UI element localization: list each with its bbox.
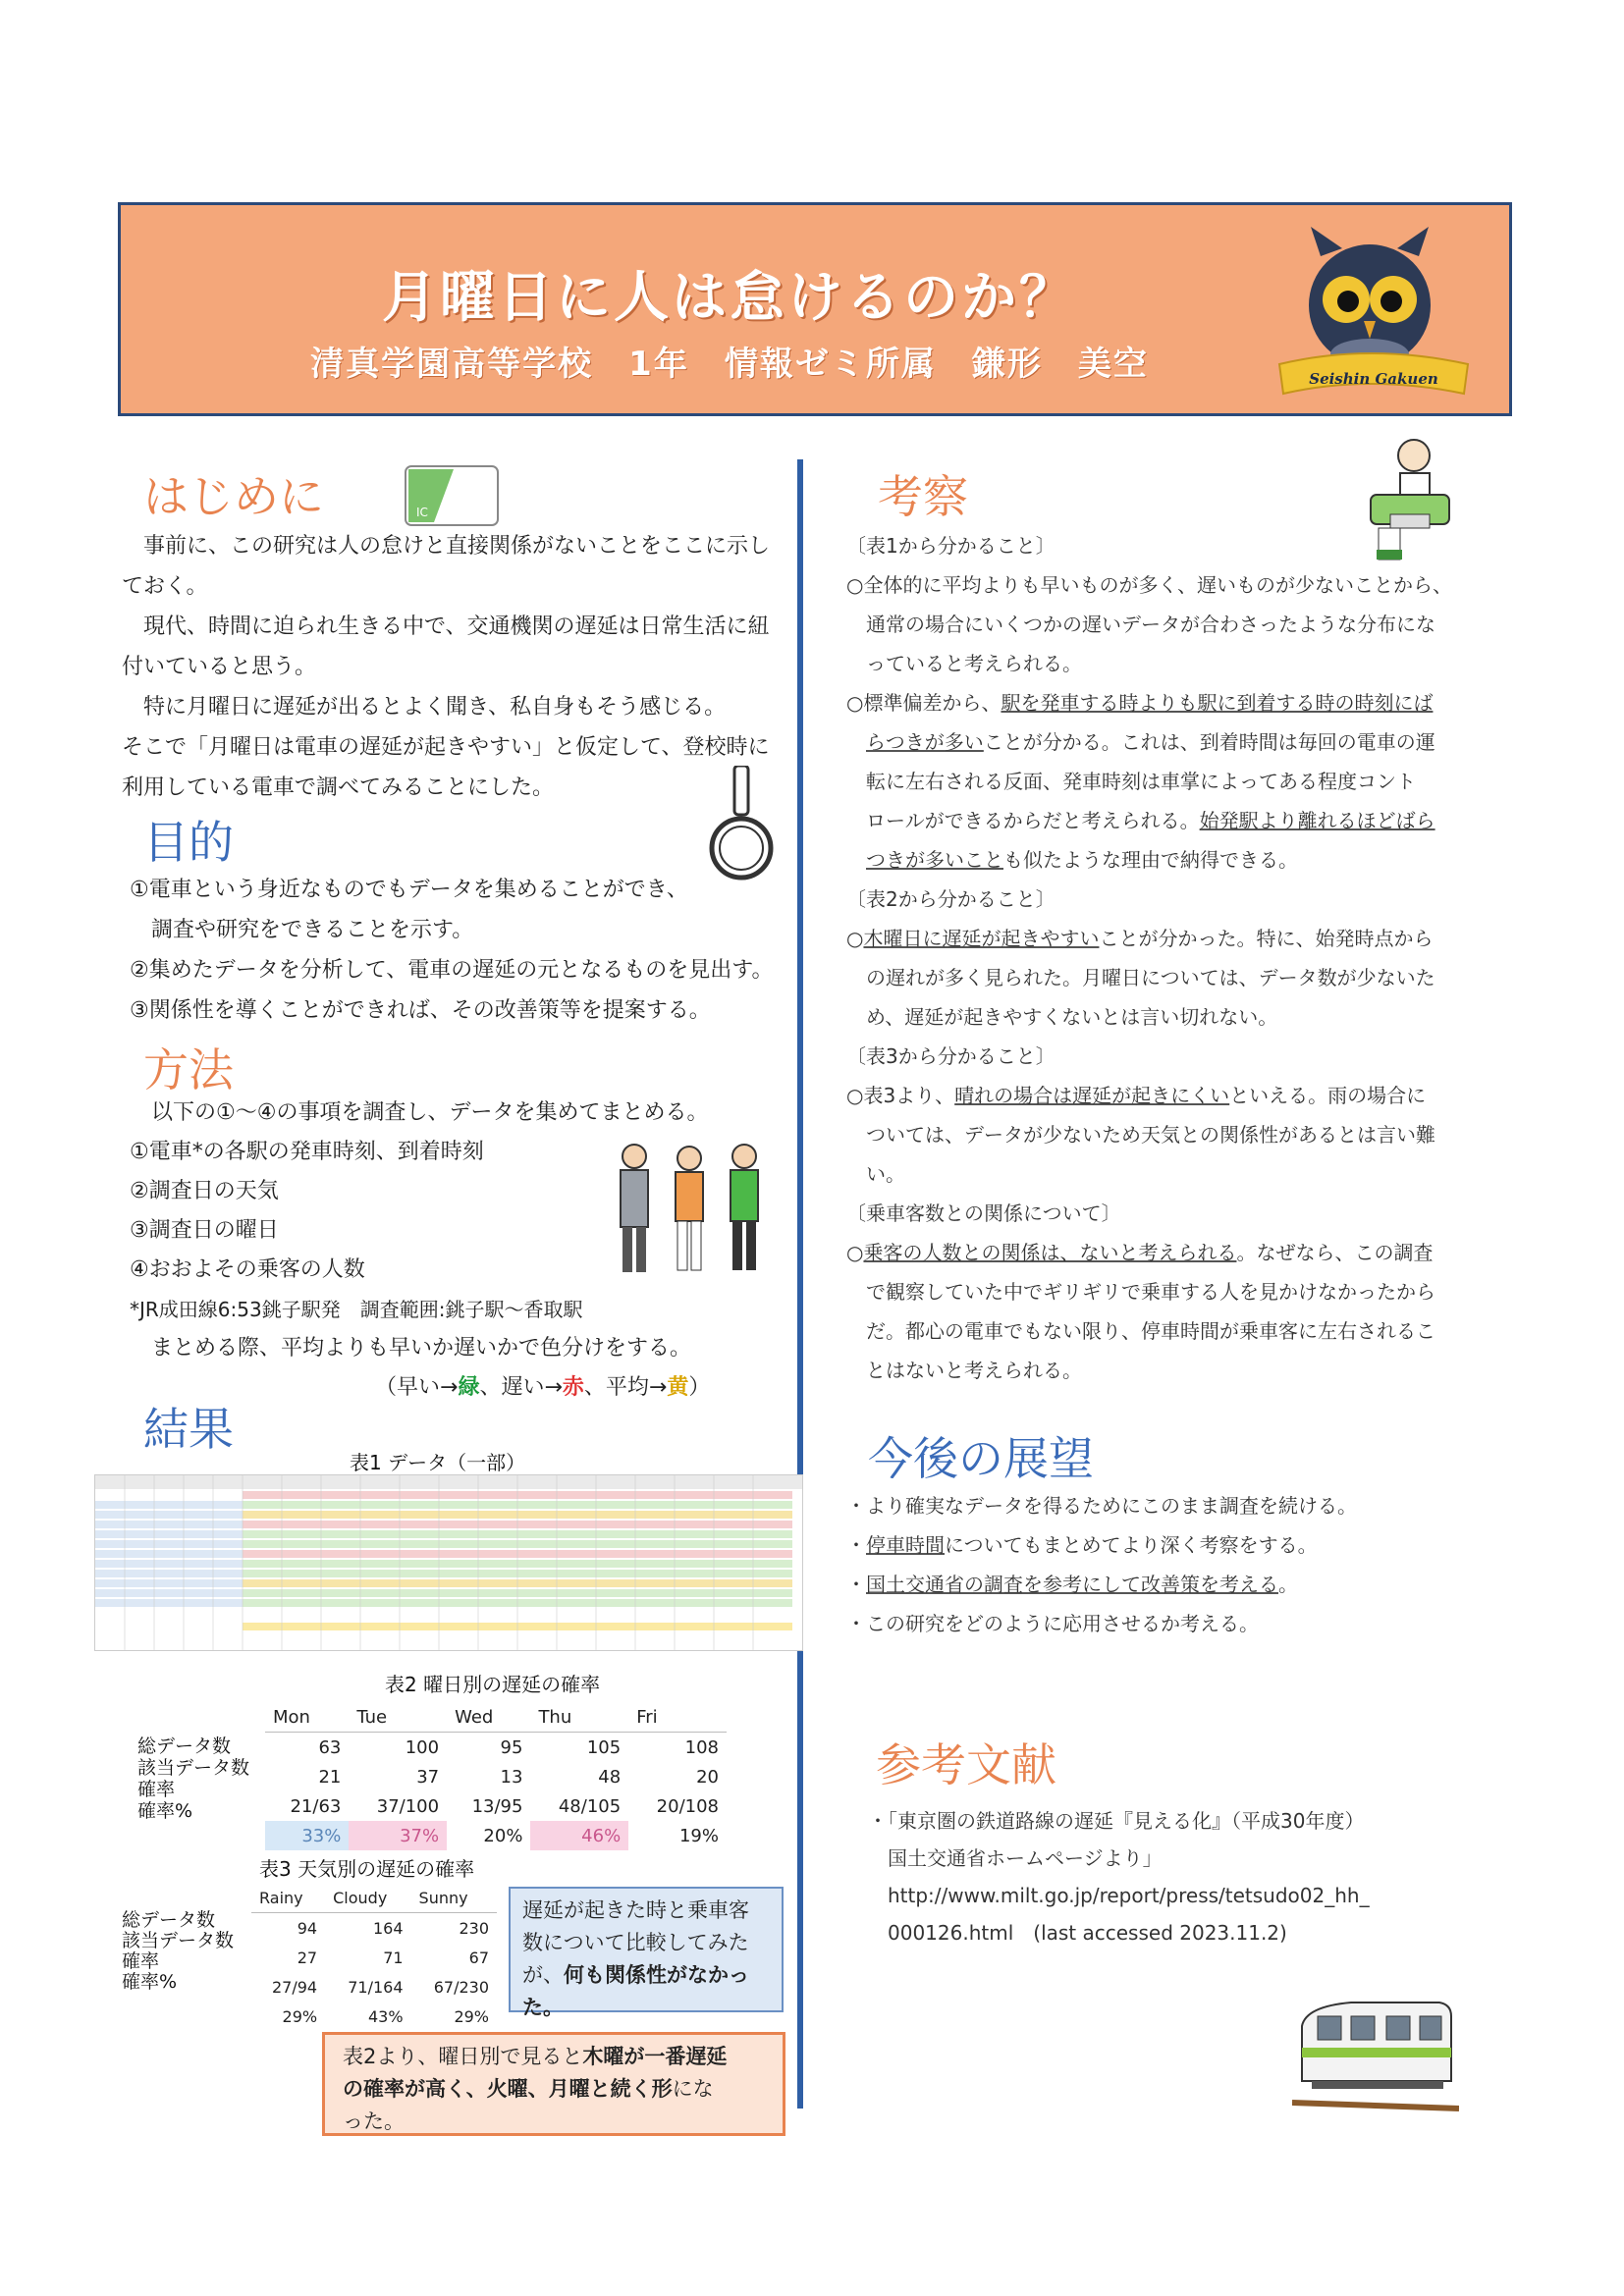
day-header: Thu	[538, 1706, 572, 1728]
table1-caption: 表1 データ（一部）	[350, 1451, 526, 1474]
method-line: *JR成田線6:53銚子駅発 調査範囲:銚子駅～香取駅	[130, 1298, 583, 1321]
poster-title: 月曜日に人は怠けるのか？	[382, 266, 1077, 330]
list-item: ・停車時間についてもまとめてより深く考察をする。	[846, 1533, 1318, 1557]
table1-data-screenshot	[94, 1474, 803, 1651]
method-line: まとめる際、平均よりも早いか遅いかで色分けをする。	[130, 1336, 692, 1361]
intro-line: そこで「月曜日は電車の遅延が起きやすい」と仮定して、登校時に	[122, 735, 770, 760]
intro-text	[122, 526, 789, 808]
purpose-line: 調査や研究をできることを示す。	[130, 918, 474, 942]
table3-row-labels	[122, 1910, 234, 1993]
intro-line: ておく。	[122, 574, 208, 599]
method-line: ①電車*の各駅の発車時刻、到着時刻	[130, 1140, 484, 1164]
column-divider	[797, 459, 803, 2109]
row-label: 総データ数	[122, 1909, 216, 1931]
list-item: ・国土交通省の調査を参考にして改善策を考える。	[846, 1573, 1298, 1596]
weather-header: Sunny	[418, 1888, 468, 1907]
school-logo-owl-icon	[1272, 227, 1478, 403]
section-label: 〔表2から分かること〕	[846, 887, 1056, 911]
table3-weather-delay: Rainy Cloudy Sunny 94 164 230 27 71 67 27/94 71/164 67/230 29% 43% 29%	[251, 1883, 497, 2031]
passenger-note-box: 遅延が起きた時と乗車客 数について比較してみた が、何も関係性がなかっ た。	[509, 1887, 784, 2012]
method-line: ③調査日の曜日	[130, 1218, 279, 1243]
results-heading: 結果	[143, 1403, 234, 1456]
method-line: 以下の①～④の事項を調査し、データを集めてまとめる。	[130, 1100, 709, 1125]
row-label: 確率	[122, 1950, 160, 1972]
day-header: Mon	[273, 1706, 310, 1728]
intro-line: 現代、時間に迫られ生きる中で、交通機関の遅延は日常生活に紐	[122, 614, 770, 639]
row-label: 確率%	[137, 1800, 193, 1822]
purpose-line: ③関係性を導くことができれば、その改善策等を提案する。	[130, 998, 711, 1023]
row-label: 確率	[137, 1779, 176, 1800]
section-label: 〔表3から分かること〕	[846, 1044, 1056, 1068]
weather-header: Cloudy	[333, 1888, 388, 1907]
purpose-text	[130, 870, 797, 1031]
table2-row-labels	[137, 1735, 249, 1822]
day-header: Fri	[636, 1706, 658, 1728]
section-label: 〔乗車客数との関係について〕	[846, 1201, 1121, 1225]
purpose-line: ①電車という身近なものでもデータを集めることができ、	[130, 878, 688, 902]
list-item: ・この研究をどのように応用させるか考える。	[846, 1612, 1259, 1635]
intro-line: 利用している電車で調べてみることにした。	[122, 775, 555, 800]
intro-heading: はじめに	[143, 470, 324, 523]
method-line: ②調査日の天気	[130, 1179, 279, 1203]
discussion-text: 〔表1から分かること〕 ○全体的に平均よりも早いものが多く、遅いものが少ないことから、 通常の場合にいくつかの遅いデータが合わさったような分布にな っていると考えられる。 ○標準偏差から、駅を発車する時よりも駅に到着する時の時刻にば らつきが多いことが分かる。これは、到着時間は毎回の電車の運 転に左右される反面、発車時刻は車掌によってある程度コント ロールができるからだと考えられる。始発駅より離れるほどばら つきが多いことも似たような理由で納得できる。 〔表2から分かること〕 ○木曜日に遅延が起きやすいことが分かった。特に、始発時点から の遅れが多く見られた。月曜日については、データ数が少ないた め、遅延が起きやすくないとは言い切れない。 〔表3から分かること〕 ○表3より、晴れの場合は遅延が起きにくいといえる。雨の場合に ついては、データが少ないため天気との関係性があるとは言い難 い。 〔乗車客数との関係について〕 ○乗客の人数との関係は、ないと考えられる。なぜなら、この調査 で観察していた中でギリギリで乗車する人を見かけなかったから だ。都心の電車でもない限り、停車時間が乗車客に左右されるこ とはないと考えられる。	[846, 526, 1514, 1390]
logo-text: Seishin Gakuen	[1309, 370, 1438, 388]
svg-text:IC: IC	[416, 506, 428, 519]
poster-author: 清真学園高等学校 1年 情報ゼミ所属 鎌形 美空	[310, 345, 1149, 384]
hand-strap-icon	[707, 766, 776, 883]
future-list	[846, 1486, 1514, 1643]
list-item: ・より確実なデータを得るためにこのまま調査を続ける。	[846, 1494, 1357, 1518]
section-label: 〔表1から分かること〕	[846, 534, 1056, 558]
row-label: 総データ数	[137, 1735, 232, 1757]
row-label: 該当データ数	[137, 1757, 250, 1779]
intro-line: 付いていると思う。	[122, 655, 317, 679]
references-heading: 参考文献	[876, 1738, 1056, 1791]
row-label: 確率%	[122, 1971, 178, 1993]
row-label: 該当データ数	[122, 1930, 235, 1951]
color-legend: （早い→緑、遅い→赤、平均→黄）	[375, 1375, 711, 1400]
table2-weekday-delay: Mon Tue Wed Thu Fri 63 100 95 105 108 21 37 13 48 20 21/63 37/100 13/95 48/105 20/108 33% 37% 20% 46% 19%	[265, 1702, 727, 1850]
table2-caption: 表2 曜日別の遅延の確率	[385, 1673, 601, 1696]
future-heading: 今後の展望	[868, 1432, 1094, 1485]
poster-header	[118, 202, 1512, 416]
discussion-heading: 考察	[878, 470, 968, 523]
table3-caption: 表3 天気別の遅延の確率	[259, 1857, 475, 1881]
method-line: ④おおよその乗客の人数	[130, 1257, 365, 1282]
day-header: Tue	[356, 1706, 388, 1728]
weather-header: Rainy	[259, 1888, 303, 1907]
intro-line: 事前に、この研究は人の怠けと直接関係がないことをここに示し	[122, 534, 771, 559]
purpose-heading: 目的	[143, 816, 234, 869]
purpose-line: ②集めたデータを分析して、電車の遅延の元となるものを見出す。	[130, 958, 774, 983]
train-icon	[1292, 1987, 1459, 2112]
day-header: Wed	[455, 1706, 494, 1728]
ic-card-icon	[405, 465, 499, 526]
intro-line: 特に月曜日に遅延が出るとよく聞き、私自身もそう感じる。	[122, 695, 727, 720]
passengers-illustration-icon	[607, 1135, 774, 1282]
summary-box: 表2より、曜日別で見ると木曜が一番遅延 の確率が高く、火曜、月曜と続く形にな った。	[322, 2032, 785, 2136]
references-list: ・「東京圏の鉄道路線の遅延『見える化』（平成30年度） 国土交通省ホームページより」 http://www.milt.go.jp/report/press/tetsudo02_hh_ 000126.html (last accessed 2023.11.2)	[868, 1809, 1370, 1945]
method-heading: 方法	[143, 1043, 234, 1096]
